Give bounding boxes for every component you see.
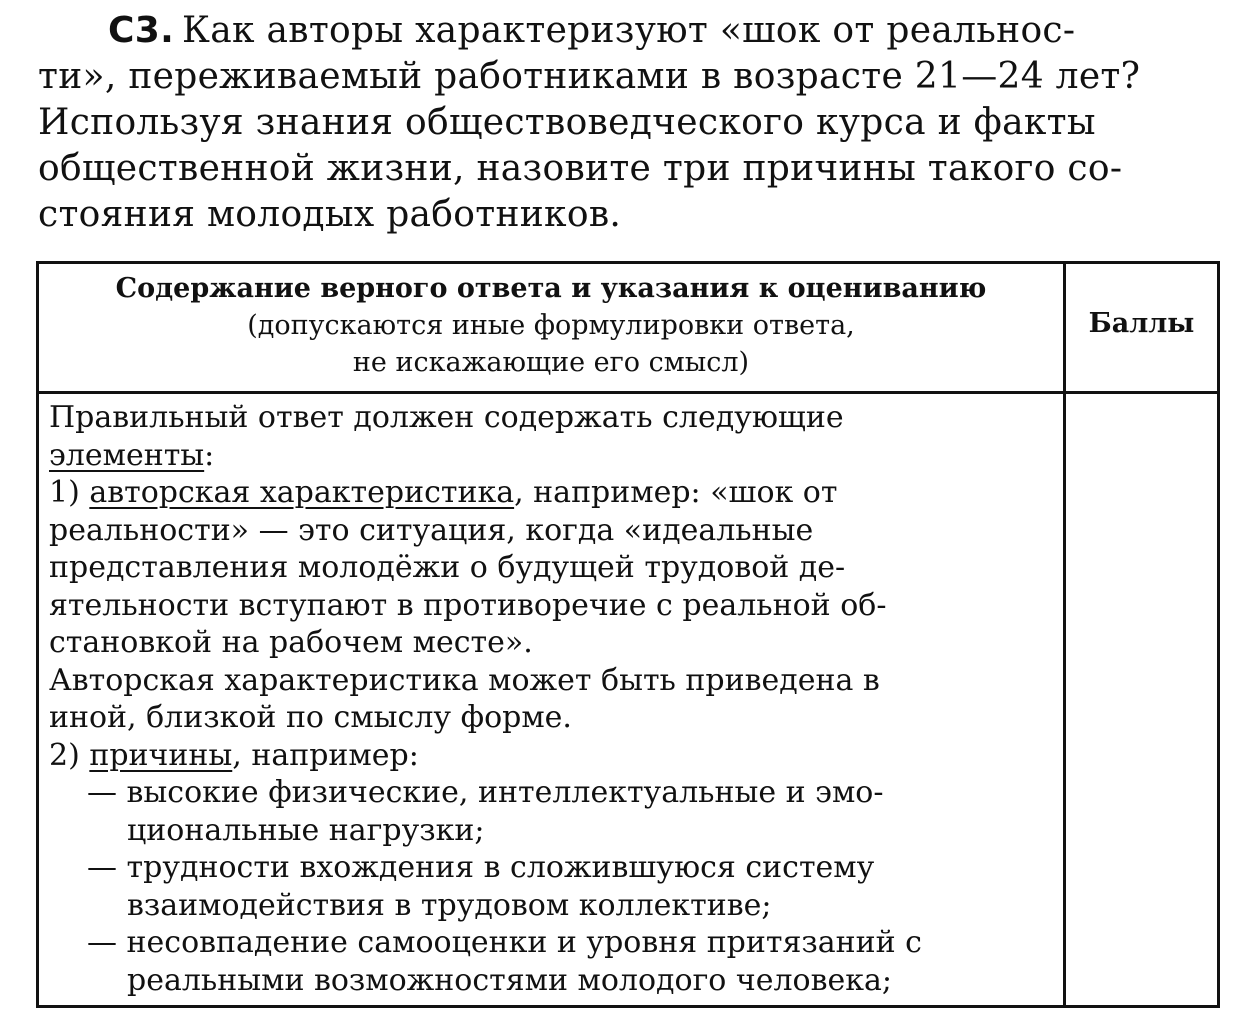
question-line: Как авторы характеризуют «шок от реальнос- xyxy=(182,10,1076,51)
answer-content-cell xyxy=(49,399,1059,999)
note-line: иной, близкой по смыслу форме. xyxy=(49,700,572,735)
reason-line: — трудности вхождения в сложившуюся систему xyxy=(87,850,875,885)
item-1-line: ятельности вступают в противоречие с реальной об- xyxy=(49,587,887,623)
item-1-label: авторская характеристика xyxy=(89,475,515,510)
item-2-text: , например: xyxy=(232,737,419,773)
answer-table xyxy=(36,261,1220,1008)
question-text xyxy=(38,8,1218,238)
item-1-line: представления молодёжи о будущей трудовой де- xyxy=(49,550,846,585)
row-divider xyxy=(39,391,1217,394)
elements-label: элементы xyxy=(49,437,205,473)
column-divider xyxy=(1063,264,1066,1005)
item-1-text: , например: «шок от xyxy=(514,475,838,510)
punctuation: : xyxy=(204,437,215,473)
header-content-cell xyxy=(39,270,1063,381)
header-content-note: (допускаются иные формулировки ответа, xyxy=(247,310,855,341)
item-2-label: причины xyxy=(89,737,233,773)
item-number: 2) xyxy=(49,737,80,773)
question-line: общественной жизни, назовите три причины такого со- xyxy=(38,148,1123,189)
item-number: 1) xyxy=(49,475,80,510)
reason-line: — высокие физические, интеллектуальные и эмо- xyxy=(87,775,884,810)
header-content-title: Содержание верного ответа и указания к оцениванию xyxy=(115,273,987,304)
question-line: ти», переживаемый работниками в возрасте 21—24 лет? xyxy=(38,56,1141,97)
header-score-cell: Баллы xyxy=(1088,308,1195,339)
answer-item-1 xyxy=(49,474,1059,512)
question-line: Используя знания обществоведческого курса и факты xyxy=(38,102,1096,143)
reason-line: взаимодействия в трудовом коллективе; xyxy=(127,887,772,923)
answer-intro xyxy=(49,437,1059,475)
reason-line: реальными возможностями молодого человека; xyxy=(127,962,892,998)
reason-line: — несовпадение самооценки и уровня притязаний с xyxy=(87,925,922,960)
note-line: Авторская характеристика может быть приведена в xyxy=(49,662,880,698)
question-line: стояния молодых работников. xyxy=(38,194,622,235)
answer-item-2 xyxy=(49,737,1059,775)
item-1-line: становкой на рабочем месте». xyxy=(49,625,533,660)
answer-intro: Правильный ответ должен содержать следующие xyxy=(49,400,844,435)
reason-line: циональные нагрузки; xyxy=(127,812,485,848)
item-1-line: реальности» — это ситуация, когда «идеальные xyxy=(49,512,814,548)
question-number: С3. xyxy=(108,10,175,51)
header-content-note: не искажающие его смысл) xyxy=(352,347,750,378)
